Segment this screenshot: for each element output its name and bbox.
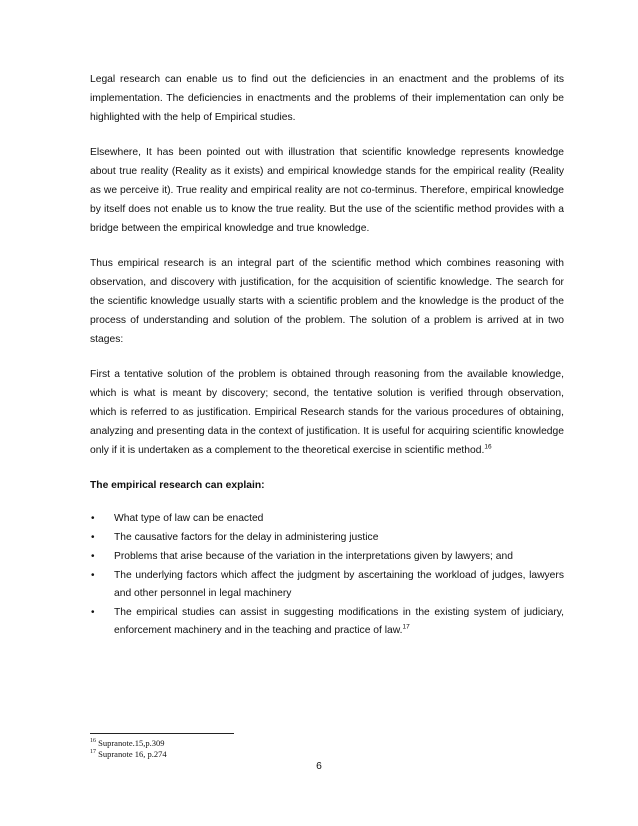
bullet-icon: • [91,512,95,524]
list-item [90,567,564,603]
paragraph-2: Elsewhere, It has been pointed out with illustration that scientific knowledge represents knowledge about true reality (Reality as it exists) and empirical knowledge stands for the empirical reality (Reality as we perceive it). True reality and empirical reality are not co-terminus. Therefore, empirical knowledge by itself does not enable us to know the true reality. But the use of the scientific method provides with a bridge between the empirical knowledge and true knowledge. [90,146,564,235]
paragraph-1: Legal research can enable us to find out the deficiencies in an enactment and the problems of its implementation. The deficiencies in enactments and the problems of their implementation can only be highlighted with the help of Empirical studies. [90,74,564,124]
list-item-text: What type of law can be enacted [114,512,264,524]
footnote-text: Supranote 16, p.274 [98,749,167,759]
list-item [90,529,564,547]
list-item-text [114,607,564,636]
bullet-icon: • [91,569,95,581]
bullet-icon: • [91,531,95,543]
bullet-list [90,510,564,640]
footnotes [90,738,390,760]
footnote-number: 16 [90,738,96,745]
paragraph-4-text: First a tentative solution of the problem is obtained through reasoning from the available knowledge, which is what is meant by discovery; second, the tentative solution is verified through observation, which is referred to as justification. Empirical Research stands for the various procedures of obtaining, analyzing and presenting data in the context of justification. It is useful for acquiring scientific knowledge only if it is undertaken as a complement to the theoretical exercise in scientific method. [90,368,564,457]
list-item [90,510,564,528]
body-text [90,70,564,641]
footnote-ref-17: 17 [402,623,410,631]
list-item-text: Problems that arise because of the variation in the interpretations given by lawyers; and [114,550,513,562]
bullet-icon: • [91,550,95,562]
paragraph-4 [90,365,564,461]
footnote-text: Supranote.15,p.309 [98,738,165,748]
page-number: 6 [316,761,322,772]
list-item-text: The underlying factors which affect the judgment by ascertaining the workload of judges, lawyers and other personnel in legal machinery [114,569,564,599]
section-heading: The empirical research can explain: [90,479,265,491]
footnote-17 [90,749,390,760]
footnote-separator [90,733,234,734]
list-item-text: The causative factors for the delay in administering justice [114,531,379,543]
footnote-ref-16: 16 [484,444,492,452]
footnote-16 [90,738,390,749]
list-item-5-text: The empirical studies can assist in suggesting modifications in the existing system of judiciary, enforcement machinery and in the teaching and practice of law. [114,606,564,636]
footnote-number: 17 [90,749,96,756]
paragraph-3: Thus empirical research is an integral part of the scientific method which combines reasoning with observation, and discovery with justification, for the acquisition of scientific knowledge. The search for the scientific knowledge usually starts with a scientific problem and the knowledge is the product of the process of understanding and solution of the problem. The solution of a problem is arrived at in two stages: [90,257,564,346]
list-item [90,604,564,640]
list-item [90,548,564,566]
bullet-icon: • [91,606,95,618]
